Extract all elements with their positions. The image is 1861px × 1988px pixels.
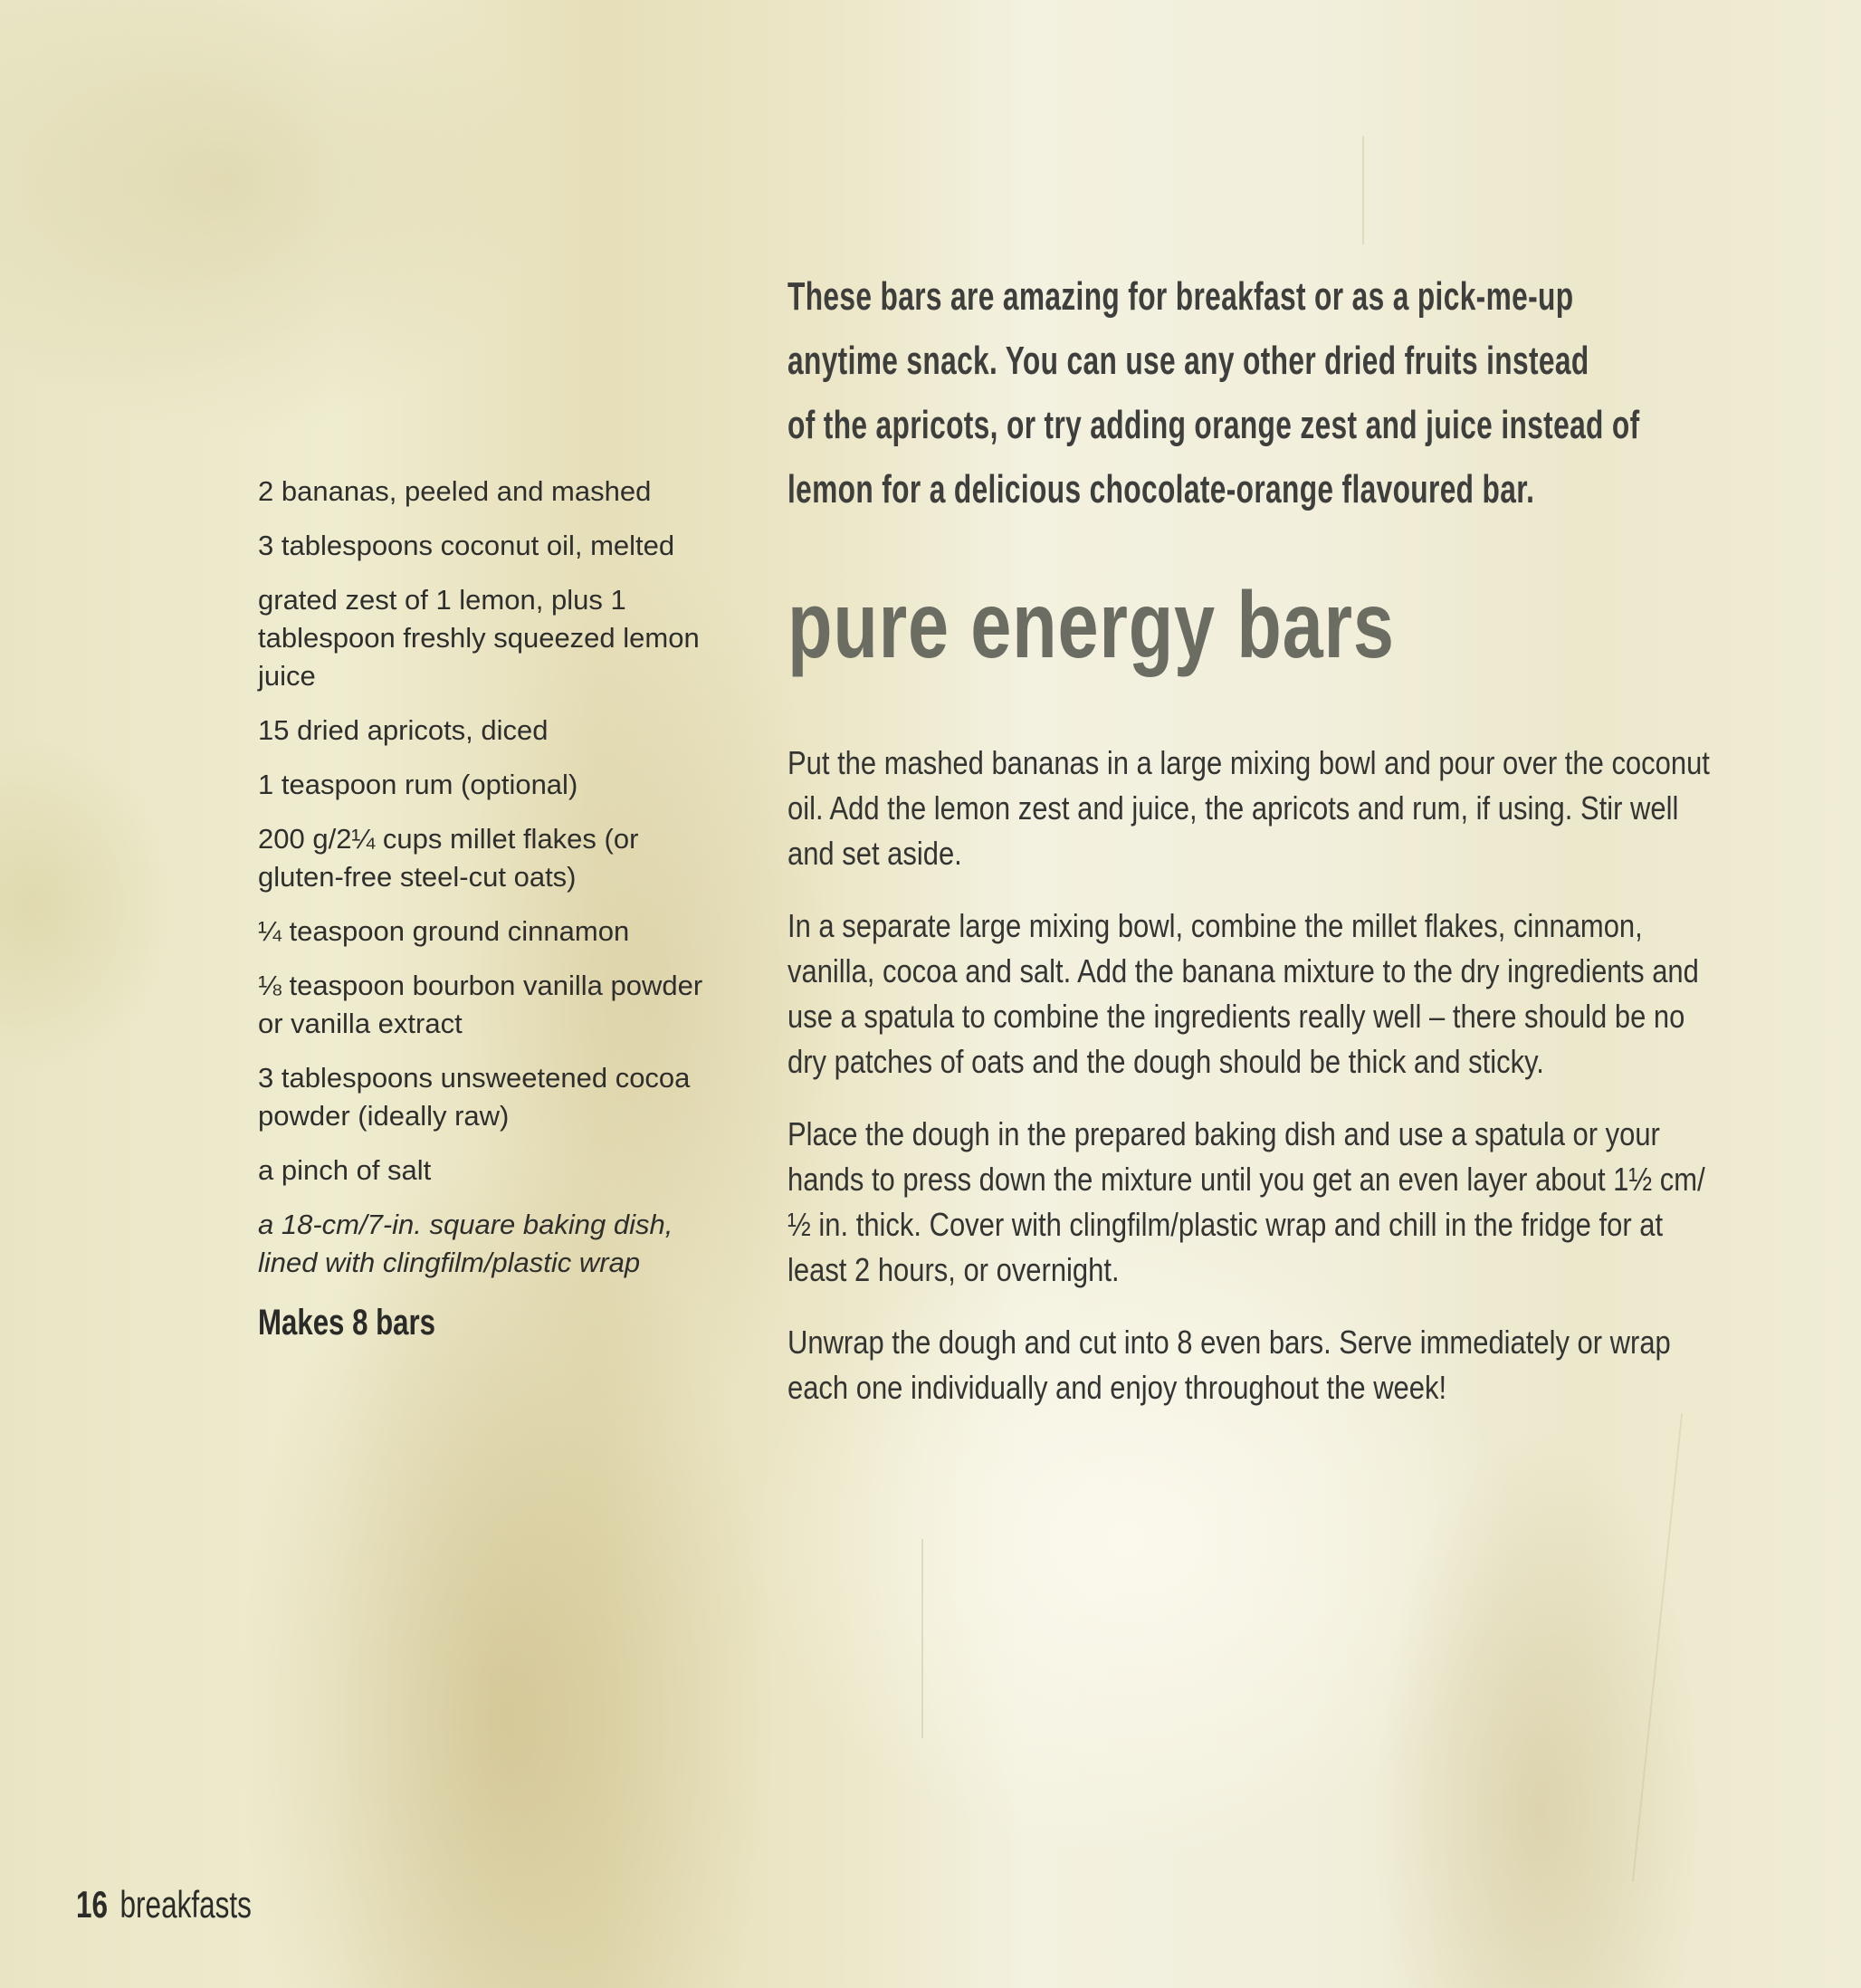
ingredient-item: ¼ teaspoon ground cinnamon <box>258 915 630 947</box>
intro-line: These bars are amazing for breakfast or as a pick-me-up <box>787 274 1574 319</box>
page-footer <box>76 1883 252 1926</box>
paper-texture-streak <box>921 1539 923 1738</box>
paper-texture-streak <box>1632 1413 1683 1881</box>
method-step: Unwrap the dough and cut into 8 even bars. Serve immediately or wrap each one individually and enjoy throughout the week! <box>787 1324 1671 1406</box>
page-number: 16 <box>76 1883 109 1926</box>
intro-paragraph <box>787 264 1804 521</box>
ingredient-item: 1 teaspoon rum (optional) <box>258 769 578 800</box>
ingredient-item: 3 tablespoons coconut oil, melted <box>258 530 675 561</box>
method-step: Place the dough in the prepared baking dish and use a spatula or your hands to press down the mixture until you get an even layer about 1½ cm/½ in. thick. Cover with clingfilm/plastic wrap and chill in the fridge for at least 2 hours, or overnight. <box>787 1115 1705 1288</box>
section-name: breakfasts <box>119 1883 252 1926</box>
ingredient-item: 200 g/2¼ cups millet flakes (or gluten-free steel-cut oats) <box>258 823 639 893</box>
ingredients-list <box>258 473 729 1342</box>
ingredient-item: 15 dried apricots, diced <box>258 714 549 746</box>
method-step: In a separate large mixing bowl, combine the millet flakes, cinnamon, vanilla, cocoa and salt. Add the banana mixture to the dry ingredients and use a spatula to combine the ingredients really well – there should be no dry patches of oats and the dough should be thick and sticky. <box>787 907 1699 1080</box>
intro-line: anytime snack. You can use any other dried fruits instead <box>787 339 1589 383</box>
intro-line: of the apricots, or try adding orange zest and juice instead of <box>787 403 1640 447</box>
method-step: Put the mashed bananas in a large mixing bowl and pour over the coconut oil. Add the lemon zest and juice, the apricots and rum, if using. Stir well and set aside. <box>787 744 1710 872</box>
equipment-note: a 18-cm/7-in. square baking dish, lined with clingfilm/plastic wrap <box>258 1209 673 1278</box>
yield-label: Makes 8 bars <box>258 1303 435 1343</box>
intro-line: lemon for a delicious chocolate-orange flavoured bar. <box>787 467 1535 511</box>
ingredient-item: 2 bananas, peeled and mashed <box>258 475 652 507</box>
recipe-title: pure energy bars <box>787 573 1395 678</box>
ingredient-item: 3 tablespoons unsweetened cocoa powder (ideally raw) <box>258 1062 691 1132</box>
method-steps <box>787 741 1722 1438</box>
paper-texture-streak <box>1362 136 1364 244</box>
ingredient-item: a pinch of salt <box>258 1154 432 1186</box>
ingredient-item: grated zest of 1 lemon, plus 1 tablespoon freshly squeezed lemon juice <box>258 584 700 692</box>
ingredient-item: ⅛ teaspoon bourbon vanilla powder or vanilla extract <box>258 970 703 1039</box>
